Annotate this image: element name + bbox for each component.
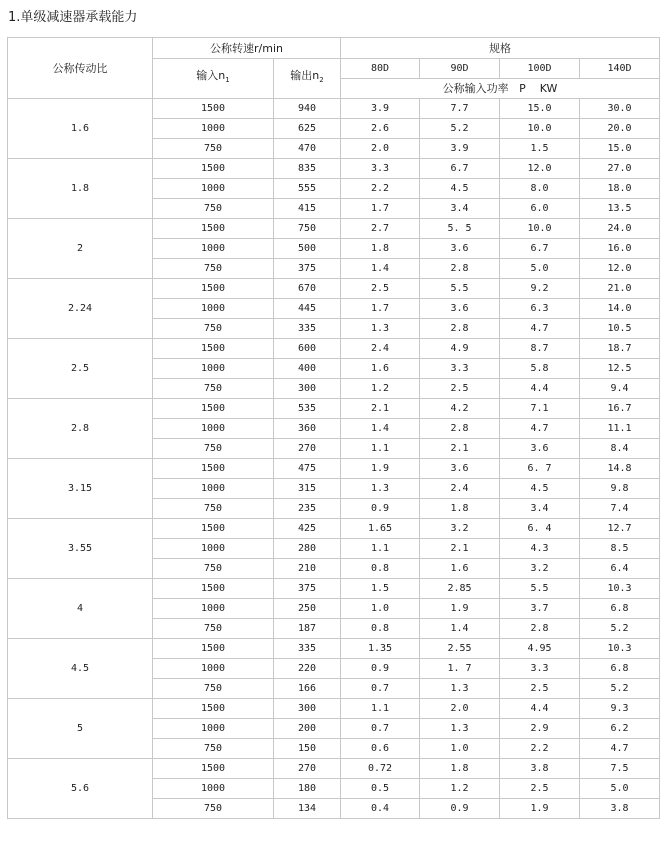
input-speed-cell: 1000 (153, 299, 274, 319)
output-speed-cell: 210 (274, 559, 341, 579)
input-speed-cell: 1500 (153, 759, 274, 779)
ratio-cell: 5.6 (8, 759, 153, 819)
power-cell: 1.8 (420, 759, 500, 779)
table-row (8, 639, 660, 659)
power-cell: 4.7 (500, 419, 580, 439)
power-cell: 16.7 (580, 399, 660, 419)
power-cell: 5.0 (500, 259, 580, 279)
output-speed-cell: 360 (274, 419, 341, 439)
power-cell: 13.5 (580, 199, 660, 219)
power-cell: 0.7 (341, 679, 420, 699)
power-cell: 3.3 (341, 159, 420, 179)
header-model: 100D (500, 59, 580, 79)
power-cell: 3.9 (341, 99, 420, 119)
power-cell: 3.3 (500, 659, 580, 679)
ratio-cell: 3.55 (8, 519, 153, 579)
ratio-cell: 2.24 (8, 279, 153, 339)
power-cell: 3.6 (420, 239, 500, 259)
header-power: 公称输入功率 P KW (341, 79, 660, 99)
table-row (8, 339, 660, 359)
power-cell: 1.3 (341, 479, 420, 499)
table-row (8, 159, 660, 179)
header-spec: 规格 (341, 38, 660, 59)
input-speed-cell: 1500 (153, 399, 274, 419)
power-cell: 4.2 (420, 399, 500, 419)
power-cell: 2.1 (341, 399, 420, 419)
input-speed-cell: 750 (153, 559, 274, 579)
power-cell: 6.2 (580, 719, 660, 739)
output-speed-cell: 750 (274, 219, 341, 239)
power-cell: 3.9 (420, 139, 500, 159)
power-cell: 18.7 (580, 339, 660, 359)
power-cell: 21.0 (580, 279, 660, 299)
power-cell: 1.7 (341, 199, 420, 219)
power-cell: 5.5 (500, 579, 580, 599)
power-cell: 15.0 (580, 139, 660, 159)
input-speed-cell: 1000 (153, 599, 274, 619)
output-speed-cell: 200 (274, 719, 341, 739)
power-cell: 4.9 (420, 339, 500, 359)
power-cell: 14.8 (580, 459, 660, 479)
power-cell: 8.7 (500, 339, 580, 359)
power-cell: 9.3 (580, 699, 660, 719)
power-cell: 1.4 (341, 419, 420, 439)
power-cell: 3.6 (500, 439, 580, 459)
input-speed-cell: 1000 (153, 779, 274, 799)
power-cell: 6.3 (500, 299, 580, 319)
power-cell: 1.1 (341, 439, 420, 459)
ratio-cell: 3.15 (8, 459, 153, 519)
power-cell: 1.4 (341, 259, 420, 279)
output-speed-cell: 415 (274, 199, 341, 219)
output-speed-cell: 535 (274, 399, 341, 419)
header-output-label: 输出n (290, 69, 320, 83)
output-speed-cell: 670 (274, 279, 341, 299)
power-cell: 2.1 (420, 439, 500, 459)
power-cell: 3.2 (420, 519, 500, 539)
power-cell: 5.8 (500, 359, 580, 379)
power-cell: 2.0 (420, 699, 500, 719)
output-speed-cell: 250 (274, 599, 341, 619)
power-cell: 3.4 (420, 199, 500, 219)
power-cell: 1. 7 (420, 659, 500, 679)
ratio-cell: 1.6 (8, 99, 153, 159)
output-speed-cell: 375 (274, 579, 341, 599)
power-cell: 2.5 (500, 779, 580, 799)
power-cell: 4.4 (500, 379, 580, 399)
input-speed-cell: 1000 (153, 719, 274, 739)
input-speed-cell: 750 (153, 379, 274, 399)
table-row (8, 519, 660, 539)
power-cell: 10.5 (580, 319, 660, 339)
header-input-label: 输入n (196, 69, 226, 83)
power-cell: 1.8 (341, 239, 420, 259)
power-cell: 1.4 (420, 619, 500, 639)
page-title: 1.单级减速器承载能力 (8, 10, 138, 25)
output-speed-cell: 500 (274, 239, 341, 259)
power-cell: 1.1 (341, 699, 420, 719)
table-row (8, 219, 660, 239)
output-speed-cell: 150 (274, 739, 341, 759)
power-cell: 6.4 (580, 559, 660, 579)
power-cell: 27.0 (580, 159, 660, 179)
power-cell: 3.8 (580, 799, 660, 819)
output-speed-cell: 134 (274, 799, 341, 819)
input-speed-cell: 750 (153, 199, 274, 219)
output-speed-cell: 315 (274, 479, 341, 499)
power-cell: 2.8 (420, 319, 500, 339)
input-speed-cell: 1000 (153, 419, 274, 439)
ratio-cell: 1.8 (8, 159, 153, 219)
output-speed-cell: 475 (274, 459, 341, 479)
power-cell: 2.8 (500, 619, 580, 639)
power-cell: 20.0 (580, 119, 660, 139)
power-cell: 4.4 (500, 699, 580, 719)
table-row (8, 399, 660, 419)
input-speed-cell: 1000 (153, 659, 274, 679)
input-speed-cell: 1000 (153, 479, 274, 499)
input-speed-cell: 1500 (153, 279, 274, 299)
output-speed-cell: 335 (274, 319, 341, 339)
power-cell: 12.0 (500, 159, 580, 179)
output-speed-cell: 166 (274, 679, 341, 699)
output-speed-cell: 555 (274, 179, 341, 199)
power-cell: 2.2 (341, 179, 420, 199)
power-cell: 0.9 (420, 799, 500, 819)
output-speed-cell: 940 (274, 99, 341, 119)
power-cell: 1.3 (420, 679, 500, 699)
power-cell: 7.1 (500, 399, 580, 419)
input-speed-cell: 1500 (153, 339, 274, 359)
output-speed-cell: 625 (274, 119, 341, 139)
power-cell: 9.2 (500, 279, 580, 299)
power-cell: 2.2 (500, 739, 580, 759)
power-cell: 1.35 (341, 639, 420, 659)
power-cell: 3.7 (500, 599, 580, 619)
power-cell: 8.5 (580, 539, 660, 559)
input-speed-cell: 750 (153, 259, 274, 279)
power-cell: 8.4 (580, 439, 660, 459)
input-speed-cell: 1000 (153, 179, 274, 199)
power-cell: 0.7 (341, 719, 420, 739)
power-cell: 9.4 (580, 379, 660, 399)
power-cell: 12.7 (580, 519, 660, 539)
power-cell: 2.9 (500, 719, 580, 739)
power-cell: 1.1 (341, 539, 420, 559)
header-model: 140D (580, 59, 660, 79)
power-cell: 0.8 (341, 559, 420, 579)
power-cell: 1.7 (341, 299, 420, 319)
power-cell: 5.0 (580, 779, 660, 799)
header-speed: 公称转速r/min (153, 38, 341, 59)
output-speed-cell: 470 (274, 139, 341, 159)
power-cell: 1.2 (341, 379, 420, 399)
power-cell: 1.9 (420, 599, 500, 619)
table-row (8, 699, 660, 719)
power-cell: 2.85 (420, 579, 500, 599)
output-speed-cell: 220 (274, 659, 341, 679)
power-cell: 4.3 (500, 539, 580, 559)
power-cell: 6.7 (500, 239, 580, 259)
input-speed-cell: 1500 (153, 99, 274, 119)
input-speed-cell: 750 (153, 739, 274, 759)
output-speed-cell: 280 (274, 539, 341, 559)
output-speed-cell: 335 (274, 639, 341, 659)
power-cell: 6.8 (580, 659, 660, 679)
input-speed-cell: 750 (153, 679, 274, 699)
power-cell: 3.3 (420, 359, 500, 379)
ratio-cell: 4 (8, 579, 153, 639)
input-speed-cell: 1500 (153, 699, 274, 719)
output-speed-cell: 400 (274, 359, 341, 379)
input-speed-cell: 1000 (153, 539, 274, 559)
power-cell: 7.4 (580, 499, 660, 519)
input-speed-cell: 1500 (153, 219, 274, 239)
power-cell: 2.0 (341, 139, 420, 159)
header-model: 90D (420, 59, 500, 79)
input-speed-cell: 1500 (153, 639, 274, 659)
output-speed-cell: 300 (274, 699, 341, 719)
power-cell: 7.7 (420, 99, 500, 119)
power-cell: 1.9 (341, 459, 420, 479)
input-speed-cell: 1500 (153, 579, 274, 599)
power-cell: 2.5 (500, 679, 580, 699)
power-cell: 2.8 (420, 419, 500, 439)
power-cell: 12.5 (580, 359, 660, 379)
header-output (274, 59, 341, 99)
power-cell: 1.5 (341, 579, 420, 599)
power-cell: 1.2 (420, 779, 500, 799)
ratio-cell: 2 (8, 219, 153, 279)
input-speed-cell: 750 (153, 499, 274, 519)
power-cell: 1.5 (500, 139, 580, 159)
power-cell: 2.7 (341, 219, 420, 239)
power-cell: 2.8 (420, 259, 500, 279)
power-cell: 0.72 (341, 759, 420, 779)
power-cell: 0.5 (341, 779, 420, 799)
table-row (8, 459, 660, 479)
power-cell: 10.3 (580, 639, 660, 659)
power-cell: 2.55 (420, 639, 500, 659)
ratio-cell: 5 (8, 699, 153, 759)
power-cell: 1.9 (500, 799, 580, 819)
power-cell: 3.6 (420, 459, 500, 479)
power-cell: 2.5 (341, 279, 420, 299)
power-cell: 10.0 (500, 119, 580, 139)
output-speed-cell: 300 (274, 379, 341, 399)
input-speed-cell: 1000 (153, 239, 274, 259)
power-cell: 2.5 (420, 379, 500, 399)
power-cell: 1.0 (420, 739, 500, 759)
power-cell: 6.7 (420, 159, 500, 179)
header-model: 80D (341, 59, 420, 79)
power-cell: 6. 7 (500, 459, 580, 479)
power-cell: 2.6 (341, 119, 420, 139)
power-cell: 4.5 (500, 479, 580, 499)
power-cell: 5.2 (420, 119, 500, 139)
output-speed-cell: 270 (274, 439, 341, 459)
output-speed-cell: 180 (274, 779, 341, 799)
input-speed-cell: 1000 (153, 119, 274, 139)
power-cell: 9.8 (580, 479, 660, 499)
power-cell: 5.2 (580, 619, 660, 639)
power-cell: 11.1 (580, 419, 660, 439)
input-speed-cell: 750 (153, 619, 274, 639)
ratio-cell: 2.5 (8, 339, 153, 399)
power-cell: 0.9 (341, 499, 420, 519)
input-speed-cell: 750 (153, 319, 274, 339)
power-cell: 5. 5 (420, 219, 500, 239)
power-cell: 1.3 (420, 719, 500, 739)
header-input (153, 59, 274, 99)
header-input-sub: 1 (225, 76, 230, 85)
power-cell: 6.0 (500, 199, 580, 219)
power-cell: 24.0 (580, 219, 660, 239)
table-row (8, 579, 660, 599)
power-cell: 30.0 (580, 99, 660, 119)
power-cell: 1.0 (341, 599, 420, 619)
power-cell: 14.0 (580, 299, 660, 319)
input-speed-cell: 750 (153, 439, 274, 459)
power-cell: 2.4 (420, 479, 500, 499)
table-body (8, 99, 660, 819)
table-row (8, 99, 660, 119)
power-cell: 5.5 (420, 279, 500, 299)
input-speed-cell: 1500 (153, 459, 274, 479)
output-speed-cell: 425 (274, 519, 341, 539)
output-speed-cell: 445 (274, 299, 341, 319)
table-row (8, 279, 660, 299)
power-cell: 3.8 (500, 759, 580, 779)
load-capacity-table (7, 37, 660, 819)
power-cell: 2.1 (420, 539, 500, 559)
power-cell: 3.6 (420, 299, 500, 319)
power-cell: 1.3 (341, 319, 420, 339)
input-speed-cell: 1000 (153, 359, 274, 379)
output-speed-cell: 835 (274, 159, 341, 179)
power-cell: 0.4 (341, 799, 420, 819)
header-ratio: 公称传动比 (8, 38, 153, 99)
power-cell: 1.6 (420, 559, 500, 579)
power-cell: 5.2 (580, 679, 660, 699)
power-cell: 1.6 (341, 359, 420, 379)
power-cell: 0.6 (341, 739, 420, 759)
power-cell: 18.0 (580, 179, 660, 199)
power-cell: 16.0 (580, 239, 660, 259)
power-cell: 10.0 (500, 219, 580, 239)
ratio-cell: 2.8 (8, 399, 153, 459)
output-speed-cell: 187 (274, 619, 341, 639)
output-speed-cell: 600 (274, 339, 341, 359)
power-cell: 0.8 (341, 619, 420, 639)
power-cell: 6.8 (580, 599, 660, 619)
power-cell: 6. 4 (500, 519, 580, 539)
power-cell: 4.7 (500, 319, 580, 339)
power-cell: 1.8 (420, 499, 500, 519)
power-cell: 0.9 (341, 659, 420, 679)
table-row (8, 759, 660, 779)
header-output-sub: 2 (319, 76, 324, 85)
power-cell: 8.0 (500, 179, 580, 199)
power-cell: 12.0 (580, 259, 660, 279)
input-speed-cell: 1500 (153, 159, 274, 179)
input-speed-cell: 750 (153, 799, 274, 819)
power-cell: 1.65 (341, 519, 420, 539)
power-cell: 4.7 (580, 739, 660, 759)
power-cell: 4.95 (500, 639, 580, 659)
ratio-cell: 4.5 (8, 639, 153, 699)
output-speed-cell: 270 (274, 759, 341, 779)
output-speed-cell: 235 (274, 499, 341, 519)
output-speed-cell: 375 (274, 259, 341, 279)
power-cell: 3.4 (500, 499, 580, 519)
power-cell: 15.0 (500, 99, 580, 119)
input-speed-cell: 1500 (153, 519, 274, 539)
input-speed-cell: 750 (153, 139, 274, 159)
power-cell: 2.4 (341, 339, 420, 359)
power-cell: 7.5 (580, 759, 660, 779)
power-cell: 4.5 (420, 179, 500, 199)
power-cell: 3.2 (500, 559, 580, 579)
power-cell: 10.3 (580, 579, 660, 599)
